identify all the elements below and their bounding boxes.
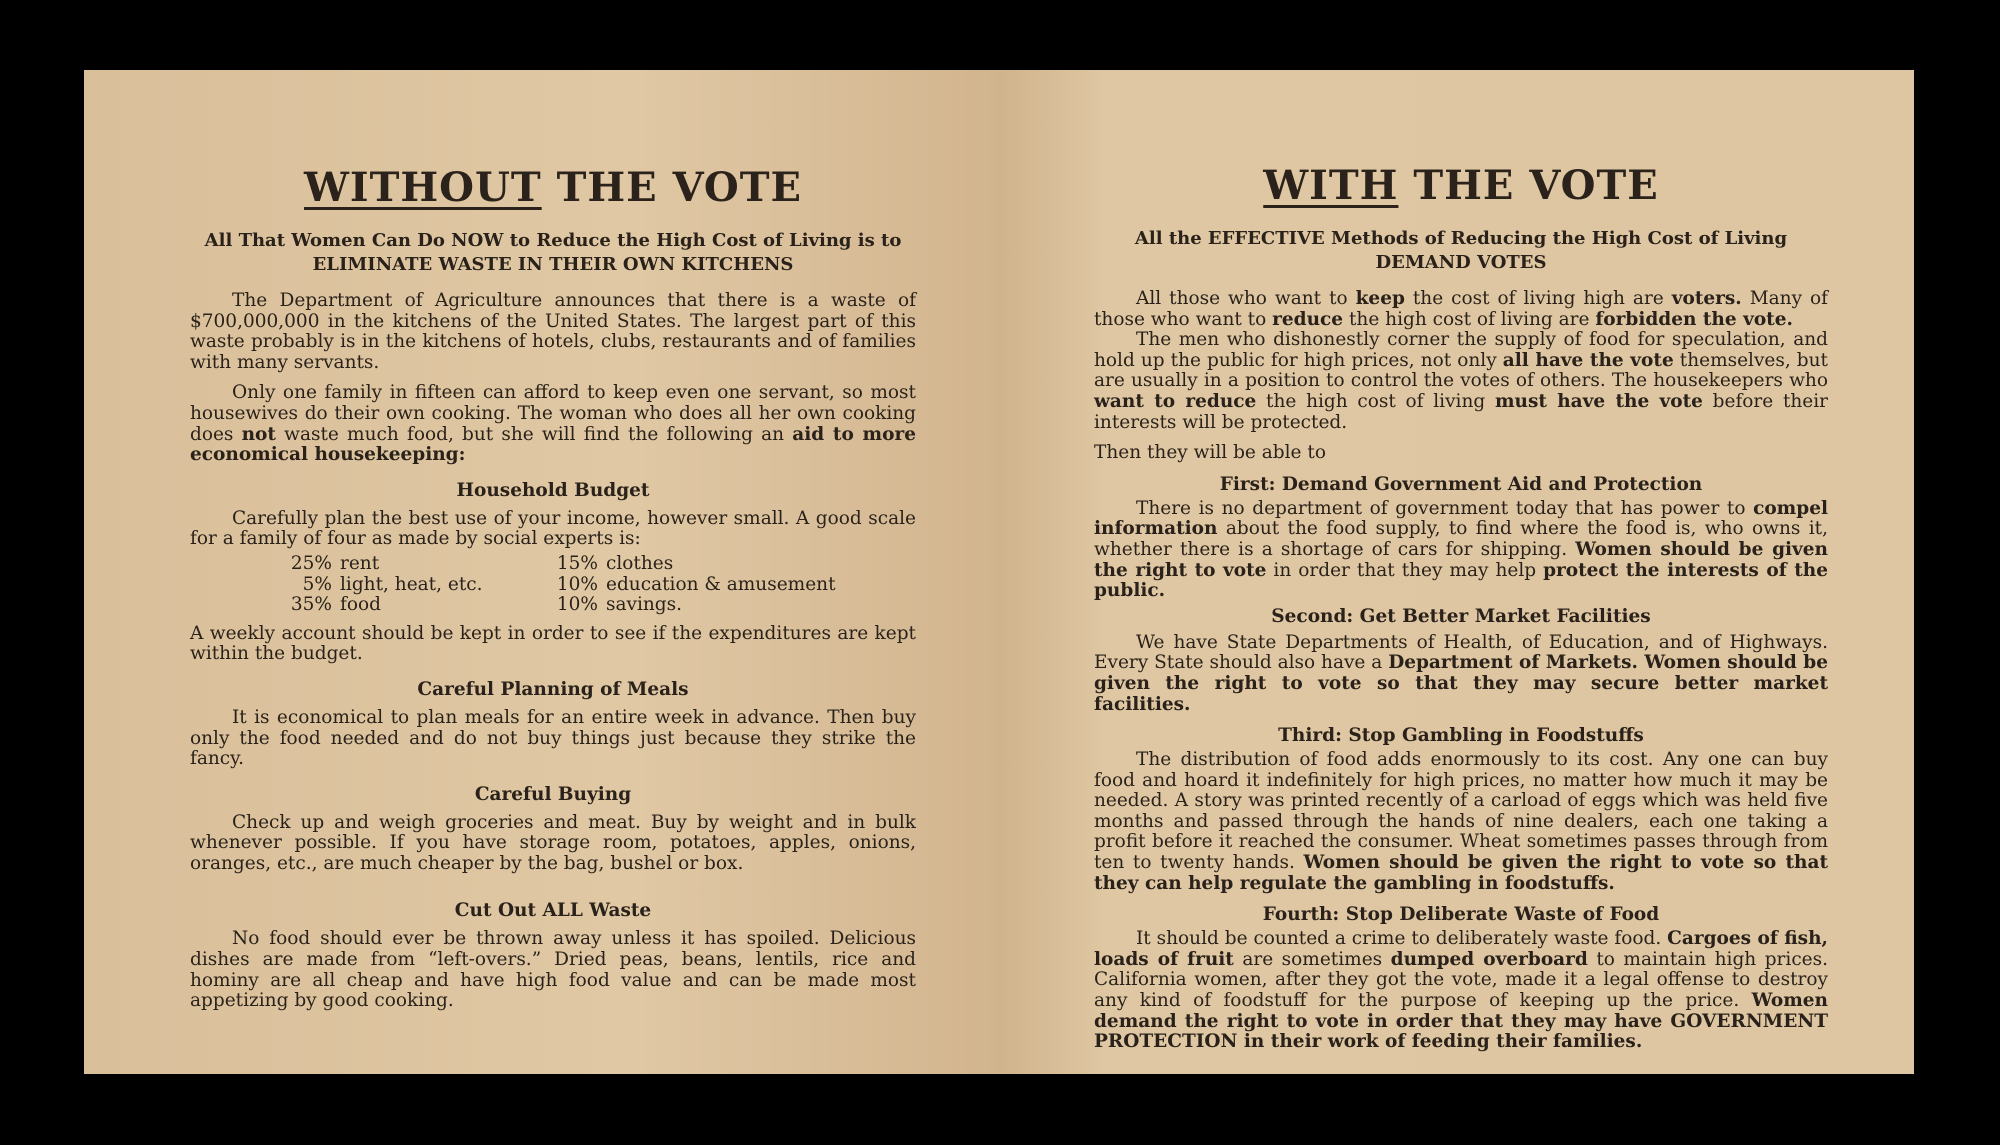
then-line: Then they will be able to xyxy=(1094,442,1326,464)
second-heading: Second: Get Better Market Facilities xyxy=(1271,605,1651,627)
meals-heading: Careful Planning of Meals xyxy=(417,678,689,700)
third-heading: Third: Stop Gambling in Foodstuffs xyxy=(1278,725,1644,747)
household-budget-heading: Household Budget xyxy=(456,479,650,501)
right-para-speculators: The men who dishonestly corner the supply of food for speculation, and hold up the public for high prices, not only all have the vote themselves, but are usually in a position to control the votes of others. The housekeepers who want to reduce the high cost of living must have the vote before their interests will be protected. xyxy=(1094,329,1829,433)
left-subheading: All That Women Can Do NOW to Reduce the High Cost of Living is to ELIMINATE WASTE IN THEIR OWN KITCHENS xyxy=(204,230,902,275)
right-para-voters: All those who want to keep the cost of living high are voters. Many of those who want to reduce the high cost of living are forbidden the vote. xyxy=(1094,288,1828,330)
budget-row: 25% rent 15% clothes xyxy=(290,552,674,574)
left-para-servants: Only one family in fifteen can afford to keep even one servant, so most housewives do their own cooking. The woman who does all her own cooking does not waste much food, but she will find the following an aid to more economical housekeeping: xyxy=(190,382,916,466)
buying-heading: Careful Buying xyxy=(474,783,632,805)
third-text: The distribution of food adds enormously to its cost. Any one can buy food and hoard it indefinitely for high prices, no matter how much it may be needed. A story was printed recently of a carload of eggs which was held five months and passed through the hands of nine dealers, each one taking a profit before it reached the consumer. Wheat sometimes passes through from ten to twenty hands. Women should be given the right to vote so that they can help regulate the gambling in foodstuffs. xyxy=(1094,749,1828,894)
first-heading: First: Demand Government Aid and Protection xyxy=(1219,473,1703,495)
budget-row: 5% light, heat, etc. 10% education & amusement xyxy=(302,573,836,595)
first-text: There is no department of government today that has power to compel information about the food supply, to find where the food is, who owns it, whether there is a shortage of cars for shipping. Women should be given the right to vote in order that they may help protect the interests of the public. xyxy=(1094,497,1829,602)
fourth-heading: Fourth: Stop Deliberate Waste of Food xyxy=(1262,904,1660,926)
second-text: We have State Departments of Health, of Education, and of Highways. Every State should also have a Department of Markets. Women should be given the right to vote so that they may secure better market facilities. xyxy=(1094,631,1828,715)
left-page xyxy=(84,70,996,1074)
left-para-waste-stats: The Department of Agriculture announces that there is a waste of $700,000,000 in the kitchens of the United States. The largest part of this waste probably is in the kitchens of hotels, clubs, restaurants and of families with many servants. xyxy=(190,290,916,373)
waste-heading: Cut Out ALL Waste xyxy=(454,900,652,922)
waste-text: No food should ever be thrown away unless it has spoiled. Delicious dishes are made from “left-overs.” Dried peas, beans, lentils, rice and hominy are all cheap and have high food value and can be made most appetizing by good cooking. xyxy=(190,928,916,1012)
budget-table xyxy=(272,554,836,616)
left-title: WITHOUT THE VOTE xyxy=(303,164,802,211)
budget-intro: Carefully plan the best use of your income, however small. A good scale for a family of four as made by social experts is: xyxy=(190,507,916,550)
budget-row: 35% food 10% savings. xyxy=(290,594,683,616)
budget-after: A weekly account should be kept in order to see if the expenditures are kept within the budget. xyxy=(190,622,916,665)
right-page xyxy=(996,70,1914,1074)
right-subheading: All the EFFECTIVE Methods of Reducing the High Cost of Living DEMAND VOTES xyxy=(1134,228,1788,273)
buying-text: Check up and weigh groceries and meat. Buy by weight and in bulk whenever possible. If you have storage room, potatoes, apples, onions, oranges, etc., are much cheaper by the bag, bushel or box. xyxy=(190,811,916,874)
fourth-text: It should be counted a crime to deliberately waste food. Cargoes of fish, loads of fruit are sometimes dumped overboard to maintain high prices. California women, after they got the vote, made it a legal offense to destroy any kind of foodstuff for the purpose of keeping up the price. Women demand the right to vote in order that they may have GOVERNMENT PROTECTION in their work of feeding their families. xyxy=(1094,928,1829,1053)
meals-text: It is economical to plan meals for an entire week in advance. Then buy only the food needed and do not buy things just because they strike the fancy. xyxy=(190,706,916,770)
booklet-spread xyxy=(84,70,1914,1074)
right-title: WITH THE VOTE xyxy=(1263,162,1659,209)
